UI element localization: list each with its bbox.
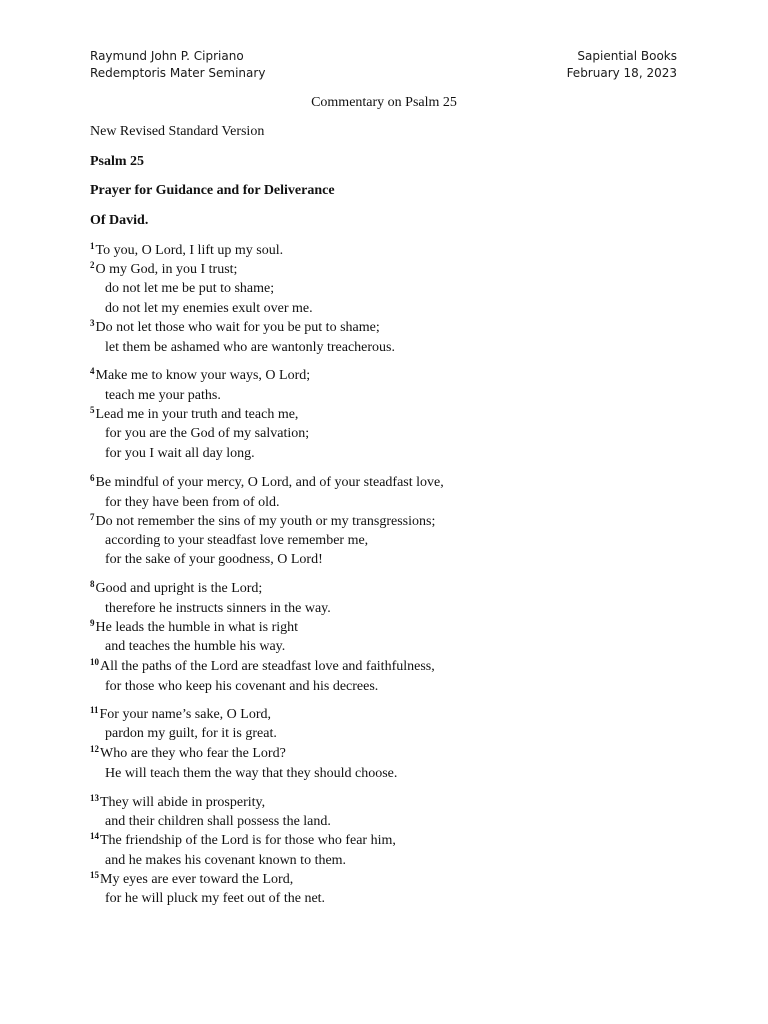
- verse-text: and he makes his covenant known to them.: [105, 853, 347, 868]
- verse-number: 9: [90, 618, 95, 628]
- verse-line: [105, 678, 378, 696]
- verse-number: 1: [90, 241, 95, 251]
- verse-line: [105, 425, 309, 443]
- verse-text: for you I wait all day long.: [105, 446, 255, 461]
- verse-number: 10: [90, 657, 99, 667]
- verse-number: 6: [90, 473, 95, 483]
- verse-text: To you, O Lord, I lift up my soul.: [95, 243, 284, 258]
- verse-text: My eyes are ever toward the Lord,: [100, 872, 294, 887]
- verse-line: [105, 765, 397, 783]
- verse-text: for those who keep his covenant and his decrees.: [105, 679, 379, 694]
- document-title: Commentary on Psalm 25: [311, 95, 457, 110]
- psalm-heading: Psalm 25: [90, 154, 145, 169]
- verse-number: 5: [90, 405, 95, 415]
- verse-line: [105, 551, 323, 569]
- verse-text: He will teach them the way that they should choose.: [105, 766, 398, 781]
- author-name: Raymund John P. Cipriano: [90, 49, 244, 63]
- verse-text: For your name’s sake, O Lord,: [99, 707, 271, 722]
- verse-line: [105, 387, 221, 405]
- verse-line: [90, 706, 271, 724]
- verse-number: 15: [90, 870, 99, 880]
- verse-line: [105, 638, 285, 656]
- verse-line: [105, 494, 280, 512]
- verse-text: Who are they who fear the Lord?: [100, 746, 286, 761]
- verse-text: and their children shall possess the land.: [105, 814, 331, 829]
- verse-text: Make me to know your ways, O Lord;: [95, 368, 311, 383]
- verse-text: They will abide in prosperity,: [100, 795, 266, 810]
- verse-text: Lead me in your truth and teach me,: [95, 407, 299, 422]
- verse-text: He leads the humble in what is right: [95, 620, 299, 635]
- verse-text: for he will pluck my feet out of the net.: [105, 891, 326, 906]
- verse-text: pardon my guilt, for it is great.: [105, 726, 277, 741]
- verse-text: Do not let those who wait for you be put to shame;: [95, 320, 380, 335]
- verse-line: [90, 474, 444, 492]
- verse-text: according to your steadfast love remember me,: [105, 533, 369, 548]
- verse-line: [105, 300, 313, 318]
- verse-text: do not let me be put to shame;: [105, 281, 275, 296]
- verse-number: 11: [90, 705, 99, 715]
- verse-text: for they have been from of old.: [105, 495, 280, 510]
- verse-number: 14: [90, 831, 99, 841]
- verse-text: for the sake of your goodness, O Lord!: [105, 552, 323, 567]
- course-name: Sapiential Books: [577, 49, 677, 63]
- verse-line: [90, 619, 298, 637]
- verse-line: [90, 261, 237, 279]
- verse-text: The friendship of the Lord is for those who fear him,: [100, 833, 396, 848]
- verse-line: [90, 832, 396, 850]
- verse-number: 8: [90, 579, 95, 589]
- institution-name: Redemptoris Mater Seminary: [90, 66, 266, 80]
- verse-line: [105, 890, 325, 908]
- verse-text: therefore he instructs sinners in the way.: [105, 601, 331, 616]
- document-date: February 18, 2023: [566, 66, 677, 80]
- verse-line: [90, 242, 283, 260]
- verse-number: 3: [90, 318, 95, 328]
- verse-number: 13: [90, 793, 99, 803]
- verse-line: [90, 513, 435, 531]
- verse-text: O my God, in you I trust;: [95, 262, 238, 277]
- psalm-superscription: Of David.: [90, 213, 149, 228]
- verse-line: [105, 813, 331, 831]
- verse-text: do not let my enemies exult over me.: [105, 301, 313, 316]
- verse-text: and teaches the humble his way.: [105, 639, 286, 654]
- verse-line: [90, 319, 380, 337]
- verse-line: [105, 280, 274, 298]
- verse-number: 4: [90, 366, 95, 376]
- verse-number: 2: [90, 260, 95, 270]
- verse-line: [90, 580, 262, 598]
- verse-text: Do not remember the sins of my youth or my transgressions;: [95, 514, 436, 529]
- verse-line: [90, 745, 286, 763]
- verse-number: 12: [90, 744, 99, 754]
- verse-text: Be mindful of your mercy, O Lord, and of your steadfast love,: [95, 475, 444, 490]
- verse-line: [105, 725, 277, 743]
- verse-line: [90, 367, 310, 385]
- verse-line: [90, 658, 435, 676]
- verse-text: for you are the God of my salvation;: [105, 426, 310, 441]
- verse-text: Good and upright is the Lord;: [95, 581, 263, 596]
- verse-line: [90, 871, 293, 889]
- verse-text: All the paths of the Lord are steadfast love and faithfulness,: [100, 659, 435, 674]
- verse-text: teach me your paths.: [105, 388, 221, 403]
- verse-line: [105, 445, 255, 463]
- verse-line: [90, 406, 298, 424]
- verse-line: [105, 600, 331, 618]
- verse-line: [105, 532, 368, 550]
- psalm-title: Prayer for Guidance and for Deliverance: [90, 183, 335, 198]
- verse-text: let them be ashamed who are wantonly treacherous.: [105, 340, 396, 355]
- translation-version: New Revised Standard Version: [90, 124, 265, 139]
- verse-number: 7: [90, 512, 95, 522]
- verse-line: [90, 794, 265, 812]
- verse-line: [105, 852, 346, 870]
- verse-line: [105, 339, 395, 357]
